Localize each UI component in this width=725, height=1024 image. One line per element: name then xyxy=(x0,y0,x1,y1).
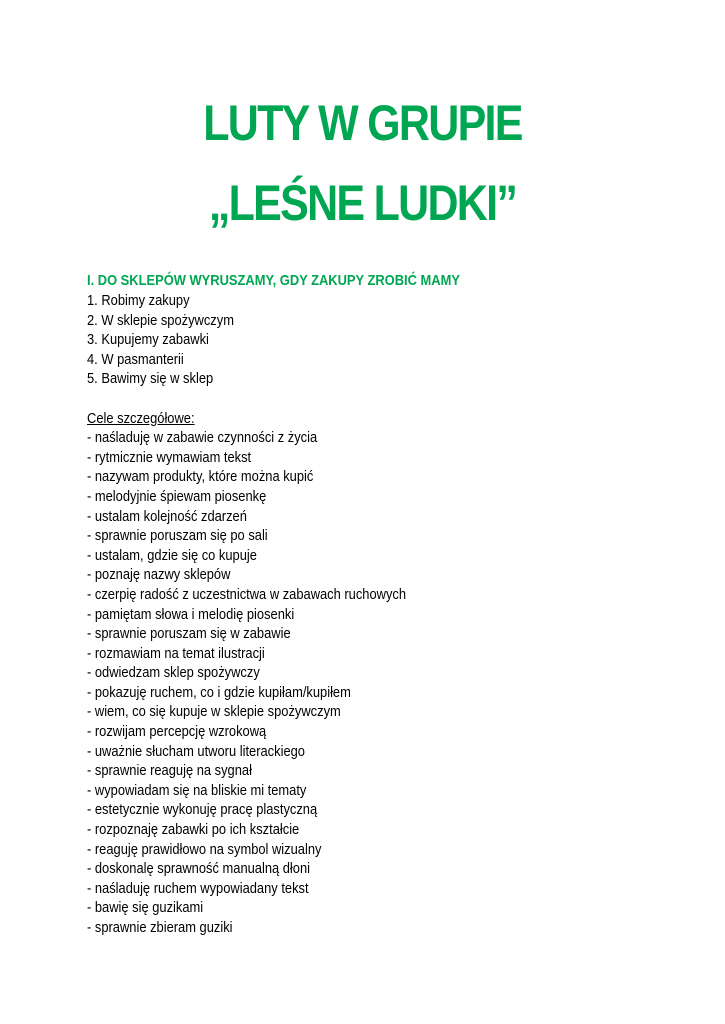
goal-item: - naśladuję w zabawie czynności z życia xyxy=(87,429,318,447)
topic-item: 3. Kupujemy zabawki xyxy=(87,331,209,349)
goal-item: - reaguję prawidłowo na symbol wizualny xyxy=(87,840,322,858)
goal-item: - sprawnie poruszam się po sali xyxy=(87,527,268,545)
goal-item: - bawię się guzikami xyxy=(87,899,204,917)
section-heading: I. DO SKLEPÓW WYRUSZAMY, GDY ZAKUPY ZROBIĆ MAMY xyxy=(87,272,460,289)
goal-item: - sprawnie poruszam się w zabawie xyxy=(87,625,291,643)
goal-item: - naśladuję ruchem wypowiadany tekst xyxy=(87,879,309,897)
goal-item: - sprawnie zbieram guziki xyxy=(87,919,233,936)
goal-item: - rozpoznaję zabawki po ich kształcie xyxy=(87,821,300,839)
topic-item: 5. Bawimy się w sklep xyxy=(87,370,214,388)
goal-item: - odwiedzam sklep spożywczy xyxy=(87,664,260,682)
goal-item: - ustalam, gdzie się co kupuje xyxy=(87,546,257,564)
goal-item: - rozwijam percepcję wzrokową xyxy=(87,723,267,741)
topic-item: 2. W sklepie spożywczym xyxy=(87,311,234,329)
topic-item: 4. W pasmanterii xyxy=(87,350,184,368)
topics-list xyxy=(87,291,687,389)
document-content xyxy=(87,270,687,938)
page-title-line-1: LUTY W GRUPIE xyxy=(203,95,522,151)
goals-label: Cele szczegółowe: xyxy=(87,409,195,427)
goal-item: - rozmawiam na temat ilustracji xyxy=(87,644,265,662)
spacer xyxy=(87,389,687,409)
goal-item: - sprawnie reaguję na sygnał xyxy=(87,762,252,780)
topic-item: 1. Robimy zakupy xyxy=(87,292,190,309)
goal-item: - wiem, co się kupuje w sklepie spożywczym xyxy=(87,703,341,721)
goal-item: - pokazuję ruchem, co i gdzie kupiłam/kupiłem xyxy=(87,683,351,701)
goal-item: - uważnie słucham utworu literackiego xyxy=(87,742,305,760)
goal-item: - doskonalę sprawność manualną dłoni xyxy=(87,860,311,878)
goal-item: - nazywam produkty, które można kupić xyxy=(87,468,314,486)
page-title xyxy=(0,83,725,243)
goal-item: - rytmicznie wymawiam tekst xyxy=(87,448,252,466)
goal-item: - melodyjnie śpiewam piosenkę xyxy=(87,487,267,505)
goal-item: - ustalam kolejność zdarzeń xyxy=(87,507,247,525)
goals-list xyxy=(87,428,687,937)
goal-item: - poznaję nazwy sklepów xyxy=(87,566,231,584)
page-title-line-2: „LEŚNE LUDKI” xyxy=(208,175,517,231)
goal-item: - czerpię radość z uczestnictwa w zabawach ruchowych xyxy=(87,585,407,603)
goal-item: - pamiętam słowa i melodię piosenki xyxy=(87,605,295,623)
goal-item: - wypowiadam się na bliskie mi tematy xyxy=(87,781,307,799)
goal-item: - estetycznie wykonuję pracę plastyczną xyxy=(87,801,318,819)
